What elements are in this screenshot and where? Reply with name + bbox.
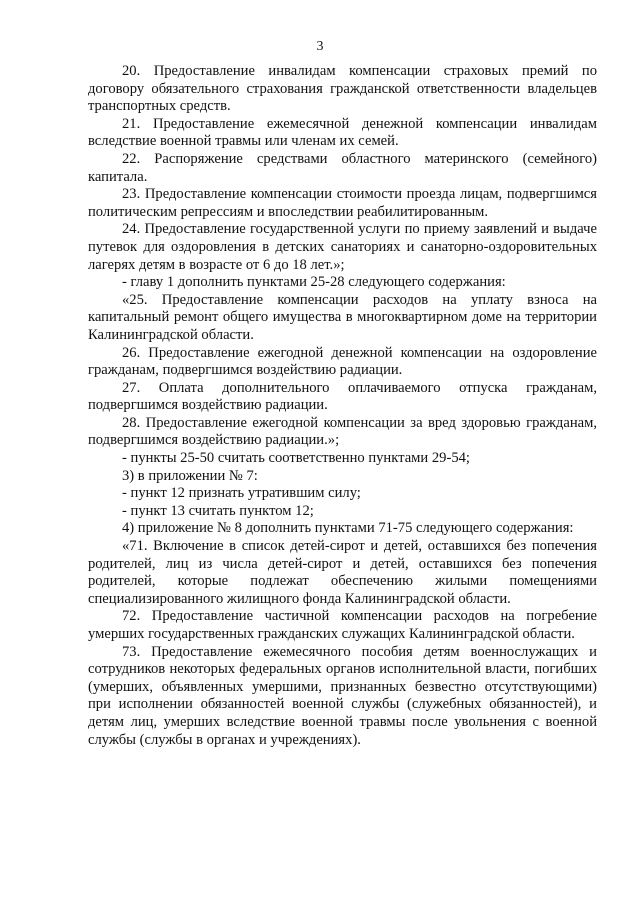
paragraph-item-24: 24. Предоставление государственной услуги по приему заявлений и выдаче путевок для оздоровления в детских санаториях и санаторно-оздоровительных лагерях детям в возрасте от 6 до 18 лет.»; bbox=[88, 221, 597, 273]
paragraph-item-71: «71. Включение в список детей-сирот и детей, оставшихся без попечения родителей, лиц из числа детей-сирот и детей, оставшихся без попечения родителей, которые подлежат обеспечению жилыми помещениями специализированного жилищного фонда Калининградской области. bbox=[88, 538, 597, 607]
paragraph-item-20: 20. Предоставление инвалидам компенсации страховых премий по договору обязательного страхования гражданской ответственности владельцев транспортных средств. bbox=[88, 63, 597, 115]
paragraph-item-12-void: - пункт 12 признать утратившим силу; bbox=[122, 485, 361, 502]
paragraph-item-28: 28. Предоставление ежегодной компенсации за вред здоровью гражданам, подвергшимся воздействию радиации.»; bbox=[88, 414, 597, 449]
paragraph-amendment-chapter1: - главу 1 дополнить пунктами 25-28 следующего содержания: bbox=[122, 274, 506, 291]
paragraph-appendix-8: 4) приложение № 8 дополнить пунктами 71-75 следующего содержания: bbox=[122, 520, 574, 537]
paragraph-item-25: «25. Предоставление компенсации расходов на уплату взноса на капитальный ремонт общего имущества в многоквартирном доме на территории Калининградской области. bbox=[88, 291, 597, 343]
paragraph-item-72: 72. Предоставление частичной компенсации расходов на погребение умерших государственных гражданских служащих Калининградской области. bbox=[88, 608, 597, 642]
paragraph-item-21: 21. Предоставление ежемесячной денежной компенсации инвалидам вследствие военной травмы или членам их семей. bbox=[88, 115, 597, 150]
paragraph-item-23: 23. Предоставление компенсации стоимости проезда лицам, подвергшимся политическим репрессиям и впоследствии реабилитированным. bbox=[88, 186, 597, 220]
paragraph-item-13-renumber: - пункт 13 считать пунктом 12; bbox=[122, 502, 314, 519]
paragraph-item-27: 27. Оплата дополнительного оплачиваемого отпуска гражданам, подвергшимся воздействию радиации. bbox=[88, 379, 597, 414]
page-number: 3 bbox=[316, 39, 324, 54]
document-body bbox=[88, 63, 597, 749]
paragraph-item-22: 22. Распоряжение средствами областного материнского (семейного) капитала. bbox=[88, 150, 597, 185]
paragraph-appendix-7: 3) в приложении № 7: bbox=[122, 467, 258, 484]
paragraph-item-26: 26. Предоставление ежегодной денежной компенсации на оздоровление гражданам, подвергшимся воздействию радиации. bbox=[88, 344, 597, 379]
paragraph-renumber-25-50: - пункты 25-50 считать соответственно пунктами 29-54; bbox=[122, 450, 470, 467]
paragraph-item-73: 73. Предоставление ежемесячного пособия детям военнослужащих и сотрудников некоторых федеральных органов исполнительной власти, погибших (умерших, объявленных умершими, признанных безвестно отсутствующими) при исполнении обязанностей военной службы (служебных обязанностей), и детям лиц, умерших вследствие военной травмы после увольнения с военной службы (службы в органах и учреждениях). bbox=[88, 643, 597, 748]
